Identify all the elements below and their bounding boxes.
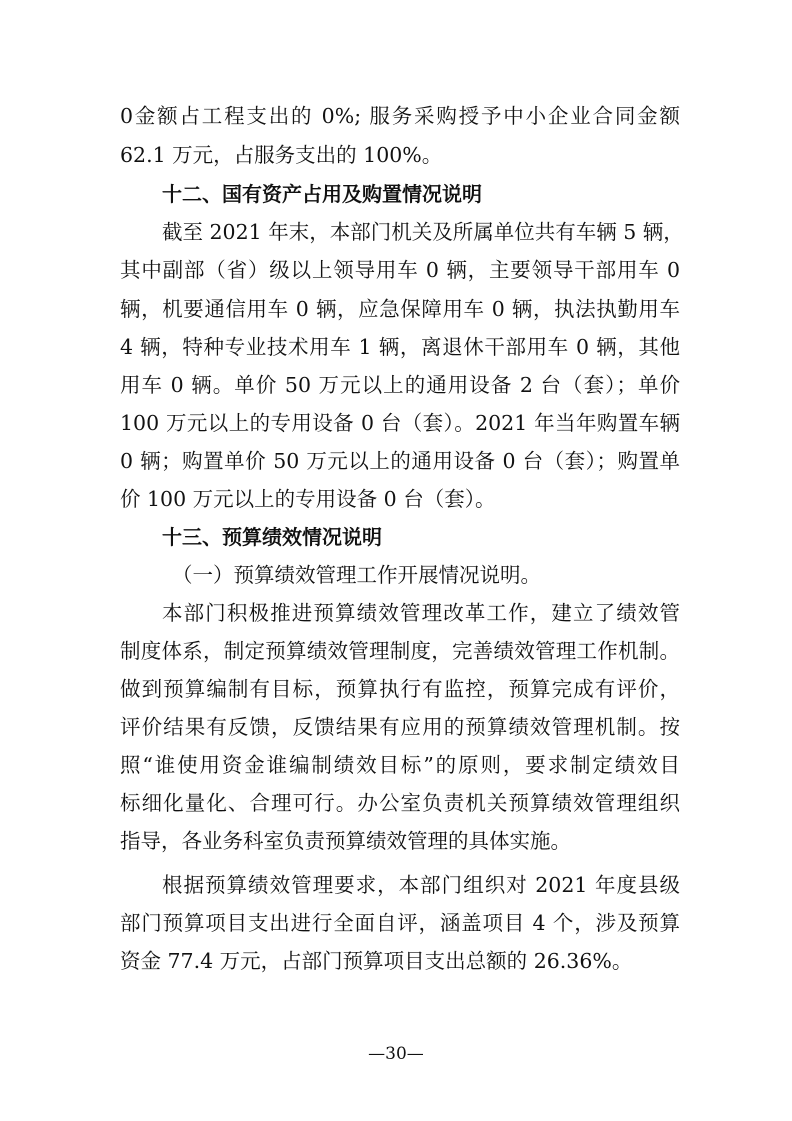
text-line: 评价结果有反馈，反馈结果有应用的预算绩效管理机制。按	[120, 715, 680, 739]
text-line: 辆，机要通信用车 0 辆，应急保障用车 0 辆，执法执勤用车	[120, 297, 680, 321]
section-heading-12: 十二、国有资产占用及购置情况说明	[162, 182, 482, 206]
text-line: 截至 2021 年末，本部门机关及所属单位共有车辆 5 辆，	[162, 220, 684, 244]
text-line: 标细化量化、合理可行。办公室负责机关预算绩效管理组织	[120, 791, 680, 815]
subsection-heading: （一）预算绩效管理工作开展情况说明。	[172, 563, 541, 587]
text-line: 用车 0 辆。单价 50 万元以上的通用设备 2 台（套）；单价	[120, 373, 680, 397]
text-line: 0 辆；购置单价 50 万元以上的通用设备 0 台（套）；购置单	[120, 449, 680, 473]
text-line: 100 万元以上的专用设备 0 台（套）。2021 年当年购置车辆	[120, 411, 680, 435]
text-line: 部门预算项目支出进行全面自评，涵盖项目 4 个，涉及预算	[120, 911, 680, 935]
text-line: 根据预算绩效管理要求，本部门组织对 2021 年度县级	[162, 873, 680, 897]
text-line: 4 辆，特种专业技术用车 1 辆，离退休干部用车 0 辆，其他	[120, 335, 680, 359]
text-line: 0金额占工程支出的 0%; 服务采购授予中小企业合同金额	[120, 104, 680, 128]
text-line: 制度体系，制定预算绩效管理制度，完善绩效管理工作机制。	[120, 639, 680, 663]
page-number: —30—	[368, 1044, 424, 1064]
text-line: 资金 77.4 万元，占部门预算项目支出总额的 26.36%。	[120, 949, 633, 973]
text-line: 照“谁使用资金谁编制绩效目标”的原则，要求制定绩效目	[120, 753, 680, 777]
text-line: 做到预算编制有目标，预算执行有监控，预算完成有评价，	[120, 677, 680, 701]
section-heading-13: 十三、预算绩效情况说明	[162, 525, 382, 549]
text-line: 62.1 万元，占服务支出的 100%。	[120, 143, 443, 167]
text-line: 价 100 万元以上的专用设备 0 台（套）。	[120, 487, 496, 511]
text-line: 本部门积极推进预算绩效管理改革工作，建立了绩效管	[162, 601, 680, 625]
text-line: 其中副部（省）级以上领导用车 0 辆，主要领导干部用车 0	[120, 258, 680, 282]
text-line: 指导，各业务科室负责预算绩效管理的具体实施。	[120, 829, 571, 853]
